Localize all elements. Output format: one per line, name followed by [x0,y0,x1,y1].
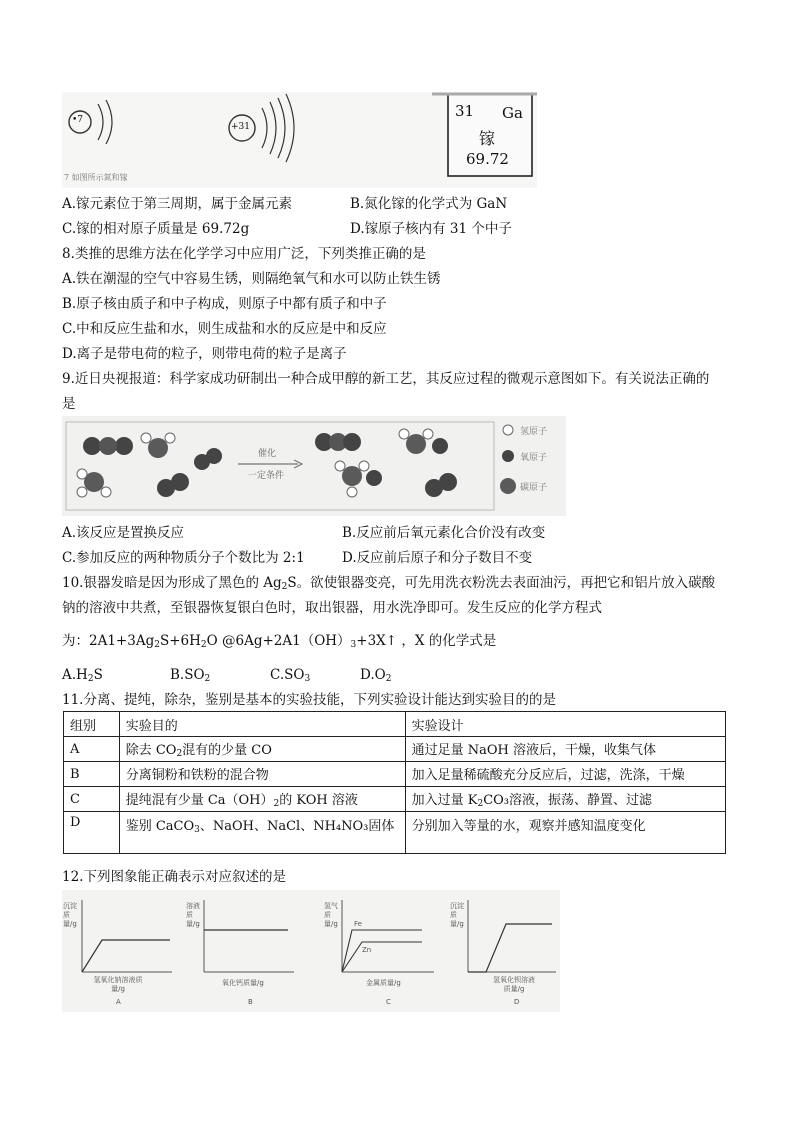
q10-option-d: $D.O_2$ [360,667,392,684]
graph-a-xlabel: 氢氧化钠溶液质量/g [93,976,143,993]
header-design: 实验设计 [405,712,725,737]
element-number: 31 [455,102,475,120]
graph-b [204,900,294,972]
q9-figure [62,416,566,516]
q8-option-c: C.中和反应生盐和水，则生成盐和水的反应是中和反应 [62,321,387,337]
graph-a-letter: A [116,998,121,1006]
q10-option-a: $A.H_2S$ [62,667,103,684]
q9-stem-line1: 9.近日央视报道：科学家成功研制出一种合成甲醇的新工艺，其反应过程的微观示意图如下。有关说法正确的 [62,371,710,387]
graph-b-xlabel: 氧化钙质量/g [222,979,264,987]
header-group: 组别 [64,712,120,737]
arrow-bottom-label: 一定条件 [248,471,285,481]
q7-option-d: D.镓原子核内有 31 个中子 [350,221,512,237]
q7-option-a: A.镓元素位于第三周期，属于金属元素 [62,196,293,212]
table-row: B 分离铜粉和铁粉的混合物 加入足量稀硫酸充分反应后，过滤，洗涤，干燥 [64,762,726,787]
q9-option-c: C.参加反应的两种物质分子个数比为 2:1 [62,550,305,566]
graph-c-letter: C [386,998,391,1006]
graph-c-ylabel: 氢气质量/g [324,902,338,928]
q8-stem: 8.类推的思维方法在化学学习中应用广泛，下列类推正确的是 [62,246,426,262]
element-mass: 69.72 [466,150,509,168]
q11-stem: 11.分离、提纯，除杂，鉴别是基本的实验技能，下列实验设计能达到实验目的的是 [62,692,556,708]
reactant-molecules [77,433,222,497]
q10-equation: 为：$2A1+3Ag_2S+6H_2O$ $@6Ag+2A1(OH)_3+3X↑$ ，X 的化学式是 [62,633,497,650]
q10-option-b: $B.SO_2$ [170,667,211,684]
graph-c-mark-fe: Fe [354,920,362,928]
graph-c [342,900,434,972]
q7-option-c: C.镓的相对原子质量是 69.72g [62,221,250,237]
figure-caption: 7 如图所示氮和镓 [64,173,128,182]
graph-c-xlabel: 金属质量/g [366,979,401,987]
table-header-row [64,712,726,737]
q12-stem: 12.下列图象能正确表示对应叙述的是 [62,869,286,885]
graph-a [82,900,172,972]
q9-figure-svg [62,416,566,516]
experiment-table [63,711,726,854]
graph-d [468,900,556,972]
legend-oxygen: 氧原子 [520,453,548,463]
q9-stem-line2: 是 [62,396,76,412]
ga-atom-label: +31 [231,122,250,132]
graph-d-xlabel: 氢氧化钡溶液质量/g [493,976,535,993]
q7-figure [62,92,537,188]
q8-option-d: D.离子是带电荷的粒子，则带电荷的粒子是离子 [62,346,347,362]
graph-d-letter: D [514,998,520,1006]
legend-carbon: 碳原子 [520,483,548,493]
q12-graphs [62,890,560,1012]
n-atom-label: •7 [72,115,84,125]
element-symbol: Ga [502,104,523,122]
table-row: C 提纯混有少量 $Ca(OH)_2$的 KOH 溶液 加入过量 $K_2CO_3$溶液，振荡、静置、过滤 [64,787,726,812]
table-row: D 鉴别 CaCO$_3$、NaOH、NaCl、NH₄NO₃固体 分别加入等量的水，观察并感知温度变化 [64,812,726,854]
graph-a-ylabel: 沉淀质量/g [63,902,77,928]
q9-option-b: B.反应前后氧元素化合价没有改变 [342,525,546,541]
q10-line2: 钠的溶液中共煮，至银器恢复银白色时，取出银器，用水洗净即可。发生反应的化学方程式 [62,600,602,616]
table-row: A 除去 $CO_2$混有的少量 CO 通过足量 NaOH 溶液后，干燥，收集气体 [64,737,726,762]
product-molecules [315,429,457,497]
q10-line1: 10.银器发暗是因为形成了黑色的 $Ag_2S$。欲使银器变亮，可先用洗衣粉洗去表面油污，再把它和铝片放入碳酸 [62,575,716,592]
q7-option-b: B.氮化镓的化学式为 GaN [350,196,508,212]
header-purpose: 实验目的 [119,712,405,737]
legend-hydrogen: 氢原子 [520,427,548,437]
q8-option-b: B.原子核由质子和中子构成，则原子中都有质子和中子 [62,296,387,312]
q10-option-c: $C.SO_3$ [270,667,311,684]
q9-option-d: D.反应前后原子和分子数目不变 [342,550,533,566]
arrow-top-label: 催化 [258,449,277,459]
element-name: 镓 [479,129,496,148]
q9-option-a: A.该反应是置换反应 [62,525,185,541]
graph-d-ylabel: 沉淀质量/g [450,902,464,928]
graph-c-mark-zn: Zn [362,946,372,954]
graph-b-letter: B [248,998,253,1006]
graph-b-ylabel: 溶液质量/g [186,902,200,928]
q8-option-a: A.铁在潮湿的空气中容易生锈，则隔绝氧气和水可以防止铁生锈 [62,271,441,287]
